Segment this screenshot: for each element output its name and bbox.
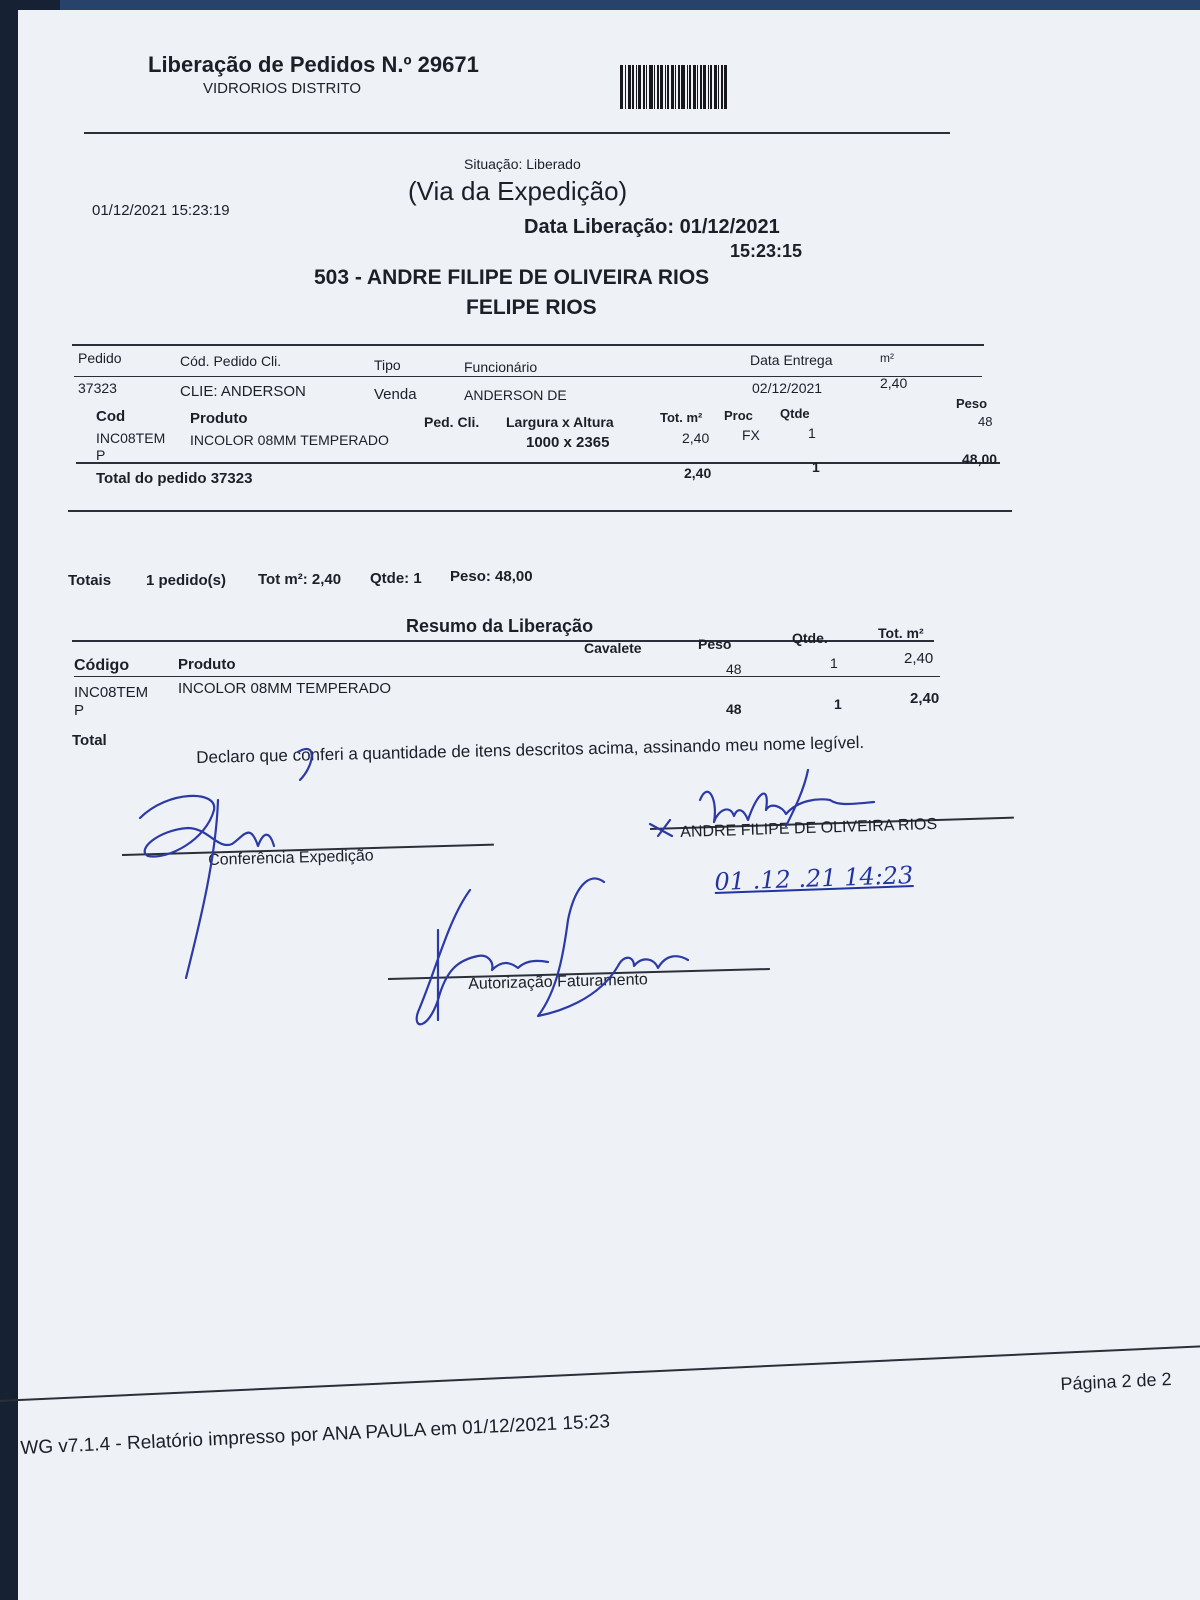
item-header-ped-cli: Ped. Cli. <box>424 414 480 430</box>
item-header-proc: Proc <box>724 408 753 423</box>
status-text: Situação: Liberado <box>464 156 581 172</box>
item-header-largura-altura: Largura x Altura <box>506 414 614 430</box>
totals-m2: Tot m²: 2,40 <box>258 571 342 588</box>
signature-conferencia <box>140 749 312 978</box>
item-proc: FX <box>742 427 760 443</box>
item-dimensions: 1000 x 2365 <box>526 434 610 451</box>
item-code-line1: INC08TEM <box>96 430 166 446</box>
summary-total-label: Total <box>72 732 107 749</box>
col-header-tipo: Tipo <box>374 357 401 373</box>
order-m2: 2,40 <box>880 375 908 391</box>
order-total-qtde: 1 <box>812 459 820 475</box>
summary-header-codigo: Código <box>74 657 130 674</box>
summary-total-peso: 48 <box>726 701 742 717</box>
summary-row-qtde: 1 <box>830 655 838 671</box>
col-header-m2: m² <box>880 351 894 365</box>
client-name: FELIPE RIOS <box>466 296 597 319</box>
totals-peso: Peso: 48,00 <box>450 568 533 585</box>
summary-header-peso: Peso <box>698 636 732 652</box>
autorizacao-label: Autorização Faturamento <box>468 971 649 993</box>
item-qtde: 1 <box>808 425 816 441</box>
order-number: 37323 <box>78 380 117 396</box>
order-employee: ANDERSON DE <box>464 387 567 403</box>
order-delivery-date: 02/12/2021 <box>752 380 823 396</box>
order-client-code: CLIE: ANDERSON <box>180 383 306 400</box>
totals-qtde: Qtde: 1 <box>370 570 422 587</box>
summary-total-qtde: 1 <box>834 696 842 712</box>
handwritten-date: 01 .12 .21 14:23 <box>714 861 914 896</box>
release-date: Data Liberação: 01/12/2021 <box>524 216 780 238</box>
totals-label: Totais <box>68 572 112 589</box>
page-number: Página 2 de 2 <box>1060 1368 1172 1394</box>
item-product: INCOLOR 08MM TEMPERADO <box>190 432 389 448</box>
col-header-data-entrega: Data Entrega <box>750 352 833 368</box>
item-code-line2: P <box>96 447 106 463</box>
col-header-cod-cli: Cód. Pedido Cli. <box>180 353 282 369</box>
item-peso: 48 <box>978 414 993 429</box>
summary-row-peso: 48 <box>726 661 742 677</box>
company-name: VIDRORIOS DISTRITO <box>203 80 362 97</box>
signature-client <box>650 770 874 836</box>
order-total-label: Total do pedido 37323 <box>96 470 253 487</box>
summary-row-product: INCOLOR 08MM TEMPERADO <box>178 680 392 697</box>
signature-autorizacao <box>417 878 688 1024</box>
item-header-cod: Cod <box>96 408 126 425</box>
summary-row-code-line2: P <box>74 702 85 719</box>
col-header-pedido: Pedido <box>78 350 122 366</box>
summary-row-code-line1: INC08TEM <box>74 684 149 701</box>
order-type: Venda <box>374 386 417 403</box>
order-total-peso: 48,00 <box>962 451 998 467</box>
item-header-peso: Peso <box>956 396 988 411</box>
printed-timestamp: 01/12/2021 15:23:19 <box>92 202 230 219</box>
summary-row-tot-m2: 2,40 <box>904 650 934 667</box>
totals-pedidos: 1 pedido(s) <box>146 572 227 589</box>
col-header-funcionario: Funcionário <box>464 359 538 375</box>
release-time: 15:23:15 <box>730 241 803 261</box>
summary-header-qtde: Qtde. <box>792 630 828 646</box>
summary-header-produto: Produto <box>178 656 236 673</box>
order-total-m2: 2,40 <box>684 465 712 481</box>
copy-label: (Via da Expedição) <box>408 176 628 206</box>
item-header-tot-m2: Tot. m² <box>660 410 703 425</box>
item-header-produto: Produto <box>190 410 248 427</box>
item-tot-m2: 2,40 <box>682 430 710 446</box>
footer-printed-by: WG v7.1.4 - Relatório impresso por ANA PAULA em 01/12/2021 15:23 <box>20 1411 611 1459</box>
item-header-qtde: Qtde <box>780 406 810 421</box>
summary-total-tot-m2: 2,40 <box>910 690 940 707</box>
client-signature-name: ANDRE FILIPE DE OLIVEIRA RIOS <box>680 815 938 841</box>
handwritten-signatures <box>18 10 1200 1110</box>
client-line: 503 - ANDRE FILIPE DE OLIVEIRA RIOS <box>314 266 710 289</box>
summary-header-tot-m2: Tot. m² <box>878 625 924 641</box>
document-title: Liberação de Pedidos N.º 29671 <box>148 52 479 77</box>
declaration-text: Declaro que conferi a quantidade de itens descritos acima, assinando meu nome legível. <box>196 732 865 767</box>
summary-header-cavalete: Cavalete <box>584 640 642 656</box>
conferencia-label: Conferência Expedição <box>208 847 374 869</box>
summary-title: Resumo da Liberação <box>406 616 594 636</box>
footer-divider <box>0 1345 1200 1402</box>
document-page <box>18 10 1200 1600</box>
